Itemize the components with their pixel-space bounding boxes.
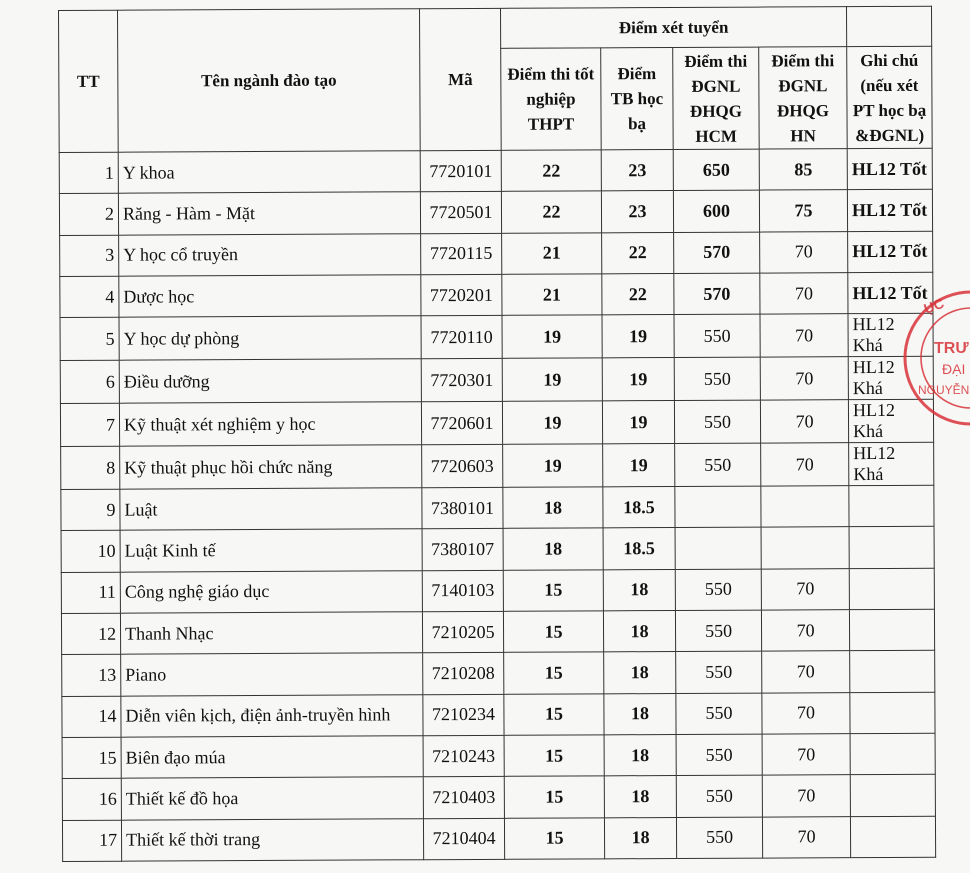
hocba-score-cell: 22: [602, 232, 674, 274]
note-cell: [849, 609, 934, 651]
program-code-cell: 7380107: [422, 529, 503, 571]
table-row: [61, 442, 934, 489]
note-cell: HL12 Khá: [848, 399, 933, 442]
program-name-cell: Thiết kế thời trang: [121, 818, 423, 861]
dgnl-hcm-score-cell: 600: [673, 190, 759, 232]
dgnl-hn-score-cell: 70: [762, 651, 850, 693]
dgnl-hn-score-cell: 70: [762, 692, 850, 734]
program-name-cell: Luật Kinh tế: [120, 529, 422, 572]
dgnl-hcm-score-cell: 650: [673, 149, 759, 191]
program-name-cell: Y học cổ truyền: [119, 233, 421, 276]
header-tt: TT: [59, 10, 119, 152]
note-cell: HL12 Tốt: [848, 272, 933, 314]
header-dgnl-hcm-score: Điểm thi ĐGNL ĐHQG HCM: [673, 47, 759, 149]
program-name-cell: Diễn viên kịch, điện ảnh-truyền hình: [121, 694, 423, 737]
row-number-cell: 9: [61, 489, 120, 531]
program-name-cell: Luật: [120, 488, 422, 531]
stamp-text: ỤC: [921, 294, 947, 317]
table-row: [59, 190, 932, 236]
note-cell: [850, 692, 935, 734]
thpt-score-cell: 21: [502, 274, 602, 316]
dgnl-hn-score-cell: 70: [760, 273, 848, 315]
thpt-score-cell: 19: [502, 358, 602, 401]
hocba-score-cell: 18: [604, 817, 676, 859]
row-number-cell: 15: [62, 737, 121, 779]
row-number-cell: 1: [59, 152, 118, 194]
dgnl-hn-score-cell: 70: [761, 443, 849, 486]
note-cell: HL12 Tốt: [847, 148, 932, 190]
thpt-score-cell: 15: [504, 776, 604, 818]
note-cell: HL12 Khá: [848, 356, 933, 399]
row-number-cell: 5: [60, 317, 119, 360]
dgnl-hn-score-cell: 70: [760, 357, 848, 400]
row-number-cell: 12: [61, 613, 120, 655]
note-cell: [850, 651, 935, 693]
program-name-cell: Piano: [121, 653, 423, 696]
hocba-score-cell: 23: [601, 149, 673, 191]
header-hocba-score: Điểm TB học bạ: [601, 47, 673, 149]
note-cell: HL12 Khá: [849, 442, 934, 485]
program-name-cell: Thiết kế đồ họa: [121, 777, 423, 820]
dgnl-hcm-score-cell: [675, 528, 761, 570]
program-name-cell: Y khoa: [118, 151, 420, 194]
dgnl-hcm-score-cell: 570: [674, 232, 760, 274]
program-code-cell: 7720101: [420, 150, 501, 192]
table-row: [62, 816, 935, 862]
table-row: [61, 568, 934, 614]
dgnl-hn-score-cell: 70: [760, 400, 848, 443]
thpt-score-cell: 22: [501, 150, 601, 192]
program-name-cell: Y học dự phòng: [119, 316, 421, 360]
dgnl-hcm-score-cell: 550: [674, 357, 760, 400]
table-row: [62, 651, 935, 697]
dgnl-hn-score-cell: 70: [762, 734, 850, 776]
table-body: [59, 148, 935, 861]
program-code-cell: 7210404: [423, 818, 504, 860]
program-name-cell: Kỹ thuật phục hồi chức năng: [120, 445, 422, 489]
table-row: [62, 733, 935, 779]
hocba-score-cell: 18: [604, 693, 676, 735]
dgnl-hn-score-cell: 75: [759, 190, 847, 232]
table-row: [60, 399, 933, 446]
program-name-cell: Dược học: [119, 275, 421, 318]
dgnl-hcm-score-cell: 550: [676, 651, 762, 693]
thpt-score-cell: 22: [501, 191, 601, 233]
program-code-cell: 7380101: [422, 488, 503, 530]
table-row: [62, 692, 935, 738]
row-number-cell: 3: [60, 235, 119, 277]
row-number-cell: 13: [62, 655, 121, 697]
hocba-score-cell: 19: [602, 315, 674, 358]
dgnl-hn-score-cell: 70: [762, 775, 850, 817]
program-code-cell: 7140103: [422, 570, 503, 612]
table-row: [60, 313, 933, 360]
program-code-cell: 7210205: [422, 611, 503, 653]
dgnl-hn-score-cell: [761, 527, 849, 569]
stamp-text: NGUYỄN: [918, 383, 970, 397]
thpt-score-cell: 18: [503, 487, 603, 529]
note-cell: [850, 733, 935, 775]
program-name-cell: Kỹ thuật xét nghiệm y học: [119, 402, 421, 446]
hocba-score-cell: 18.5: [603, 528, 675, 570]
table-row: [60, 231, 933, 277]
dgnl-hcm-score-cell: 550: [676, 775, 762, 817]
thpt-score-cell: 21: [502, 232, 602, 274]
header-thpt-score: Điểm thi tốt nghiệp THPT: [501, 48, 601, 150]
dgnl-hcm-score-cell: 550: [674, 314, 760, 357]
table-row: [61, 527, 934, 573]
header-note-top: [847, 6, 932, 46]
hocba-score-cell: 18: [603, 569, 675, 611]
hocba-score-cell: 19: [602, 358, 674, 401]
hocba-score-cell: 18.5: [603, 487, 675, 529]
program-name-cell: Công nghệ giáo dục: [120, 571, 422, 614]
thpt-score-cell: 15: [504, 652, 604, 694]
thpt-score-cell: 19: [502, 315, 602, 358]
row-number-cell: 11: [61, 572, 120, 614]
program-code-cell: 7720201: [421, 274, 502, 316]
header-code: Mã: [419, 8, 501, 150]
row-number-cell: 10: [61, 531, 120, 573]
program-code-cell: 7720110: [421, 316, 502, 359]
thpt-score-cell: 15: [503, 611, 603, 653]
thpt-score-cell: 15: [504, 694, 604, 736]
row-number-cell: 4: [60, 276, 119, 318]
dgnl-hn-score-cell: 85: [759, 149, 847, 191]
table-row: [61, 485, 934, 531]
hocba-score-cell: 18: [604, 734, 676, 776]
program-code-cell: 7720115: [421, 233, 502, 275]
row-number-cell: 17: [62, 820, 121, 862]
dgnl-hcm-score-cell: 550: [676, 734, 762, 776]
hocba-score-cell: 18: [603, 611, 675, 653]
note-cell: [850, 816, 935, 858]
program-name-cell: Biên đạo múa: [121, 736, 423, 779]
dgnl-hn-score-cell: 70: [761, 610, 849, 652]
dgnl-hn-score-cell: 70: [761, 568, 849, 610]
note-cell: [849, 527, 934, 569]
stamp-text: ĐẠI: [942, 361, 966, 377]
dgnl-hn-score-cell: 70: [762, 816, 850, 858]
hocba-score-cell: 18: [604, 652, 676, 694]
program-code-cell: 7210403: [423, 777, 504, 819]
stamp-text: TRƯ: [934, 340, 969, 357]
hocba-score-cell: 22: [602, 273, 674, 315]
table-row: [61, 609, 934, 655]
program-code-cell: 7210234: [423, 694, 504, 736]
program-name-cell: Điều dưỡng: [119, 359, 421, 403]
note-cell: HL12 Khá: [848, 313, 933, 356]
thpt-score-cell: 18: [503, 528, 603, 570]
note-cell: [849, 485, 934, 527]
table-row: [62, 774, 935, 820]
admission-score-table: [58, 6, 936, 862]
dgnl-hn-score-cell: [761, 486, 849, 528]
row-number-cell: 16: [62, 778, 121, 820]
dgnl-hcm-score-cell: [675, 486, 761, 528]
program-code-cell: 7720501: [420, 192, 501, 234]
program-code-cell: 7720301: [421, 359, 502, 402]
header-score-group: Điểm xét tuyển: [500, 7, 846, 49]
dgnl-hcm-score-cell: 550: [674, 400, 760, 443]
row-number-cell: 14: [62, 696, 121, 738]
table-row: [60, 356, 933, 403]
program-code-cell: 7210208: [423, 653, 504, 695]
dgnl-hcm-score-cell: 570: [674, 273, 760, 315]
note-cell: HL12 Tốt: [847, 190, 932, 232]
header-note: Ghi chú (nếu xét PT học bạ &ĐGNL): [847, 46, 932, 148]
program-code-cell: 7720601: [421, 402, 502, 445]
thpt-score-cell: 15: [504, 817, 604, 859]
dgnl-hcm-score-cell: 550: [676, 693, 762, 735]
note-cell: HL12 Tốt: [848, 231, 933, 273]
dgnl-hn-score-cell: 70: [760, 314, 848, 357]
table-row: [60, 272, 933, 318]
hocba-score-cell: 23: [601, 191, 673, 233]
thpt-score-cell: 19: [503, 444, 603, 487]
header-program-name: Tên ngành đào tạo: [118, 9, 421, 152]
row-number-cell: 6: [60, 360, 119, 403]
dgnl-hcm-score-cell: 550: [675, 610, 761, 652]
thpt-score-cell: 15: [503, 570, 603, 612]
row-number-cell: 2: [59, 194, 118, 236]
program-name-cell: Răng - Hàm - Mặt: [118, 192, 420, 235]
row-number-cell: 8: [61, 446, 120, 489]
row-number-cell: 7: [60, 403, 119, 446]
dgnl-hcm-score-cell: 550: [675, 443, 761, 486]
program-code-cell: 7210243: [423, 735, 504, 777]
dgnl-hcm-score-cell: 550: [675, 569, 761, 611]
note-cell: [850, 774, 935, 816]
header-dgnl-hn-score: Điểm thi ĐGNL ĐHQG HN: [759, 47, 848, 149]
program-code-cell: 7720603: [422, 445, 503, 488]
hocba-score-cell: 18: [604, 776, 676, 818]
thpt-score-cell: 19: [502, 401, 602, 444]
thpt-score-cell: 15: [504, 735, 604, 777]
table-row: [59, 148, 932, 194]
dgnl-hn-score-cell: 70: [760, 231, 848, 273]
hocba-score-cell: 19: [603, 444, 675, 487]
note-cell: [849, 568, 934, 610]
program-name-cell: Thanh Nhạc: [120, 612, 422, 655]
hocba-score-cell: 19: [602, 401, 674, 444]
dgnl-hcm-score-cell: 550: [676, 817, 762, 859]
